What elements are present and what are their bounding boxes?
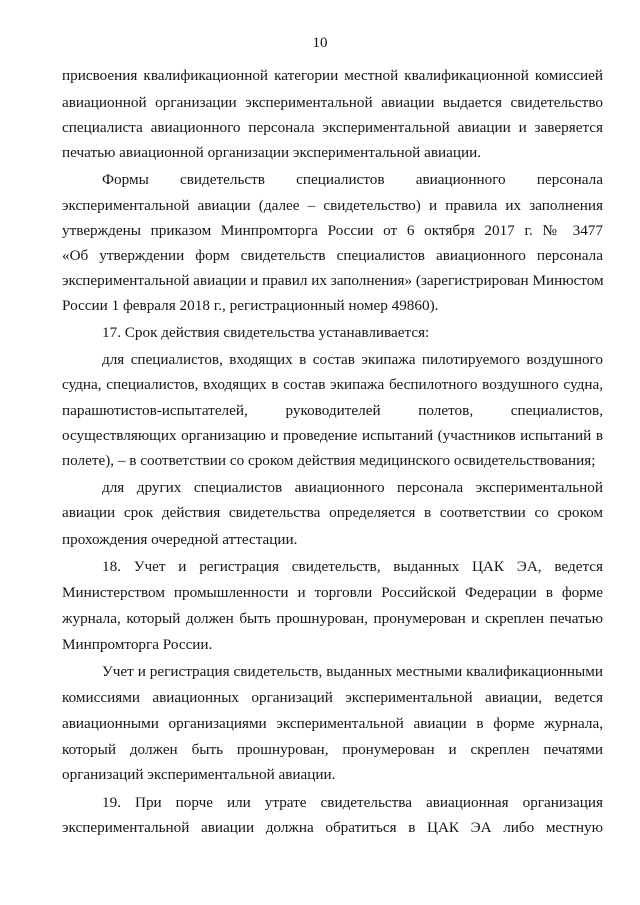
text-line: специалиста авиационного персонала экспериментальной авиации и заверяется (62, 119, 603, 136)
text-line: полете), – в соответствии со сроком действия медицинского освидетельствования; (62, 452, 596, 469)
text-line: экспериментальной авиации должна обратиться в ЦАК ЭА либо местную (62, 819, 603, 836)
text-line: Минпромторга России. (62, 636, 213, 653)
page-number: 10 (312, 35, 328, 51)
text-line: авиационными организациями экспериментальной авиации в форме журнала, (62, 715, 603, 732)
text-line: журнала, который должен быть прошнурован, пронумерован и скреплен печатью (62, 610, 603, 627)
text-line: 19. При порче или утрате свидетельства авиационная организация (102, 794, 603, 811)
text-line: экспериментальной авиации (далее – свидетельство) и правила их заполнения (62, 197, 603, 214)
text-line: для специалистов, входящих в состав экипажа пилотируемого воздушного (102, 351, 603, 368)
text-line: присвоения квалификационной категории местной квалификационной комиссией (62, 67, 603, 84)
text-line: парашютистов-испытателей, руководителей полетов, специалистов, (62, 402, 603, 419)
text-line: который должен быть прошнурован, пронумерован и скреплен печатями (62, 741, 603, 758)
text-line: экспериментальной авиации и правил их заполнения» (зарегистрирован Минюстом (62, 272, 604, 289)
text-line: России 1 февраля 2018 г., регистрационный номер 49860). (62, 297, 439, 314)
text-line: организаций экспериментальной авиации. (62, 766, 336, 783)
text-line: 18. Учет и регистрация свидетельств, выданных ЦАК ЭА, ведется (102, 558, 603, 575)
text-line: Министерством промышленности и торговли Российской Федерации в форме (62, 584, 603, 601)
text-line: печатью авиационной организации экспериментальной авиации. (62, 144, 482, 161)
text-line: для других специалистов авиационного персонала экспериментальной (102, 479, 603, 496)
text-line: 17. Срок действия свидетельства устанавливается: (102, 324, 430, 341)
text-line: Формы свидетельств специалистов авиационного персонала (102, 171, 603, 188)
text-line: утверждены приказом Минпромторга России от 6 октября 2017 г. № 3477 (62, 222, 603, 239)
text-line: осуществляющих организацию и проведение испытаний (участников испытаний в (62, 427, 603, 444)
text-line: авиационной организации экспериментальной авиации выдается свидетельство (62, 94, 603, 111)
text-line: Учет и регистрация свидетельств, выданных местными квалификационными (102, 663, 603, 680)
text-line: «Об утверждении форм свидетельств специалистов авиационного персонала (62, 247, 603, 264)
text-line: авиации срок действия свидетельства определяется в соответствии со сроком (62, 504, 603, 521)
text-line: комиссиями авиационных организаций экспериментальной авиации, ведется (62, 689, 603, 706)
text-line: прохождения очередной аттестации. (62, 531, 298, 548)
text-line: судна, специалистов, входящих в состав экипажа беспилотного воздушного судна, (62, 376, 603, 393)
